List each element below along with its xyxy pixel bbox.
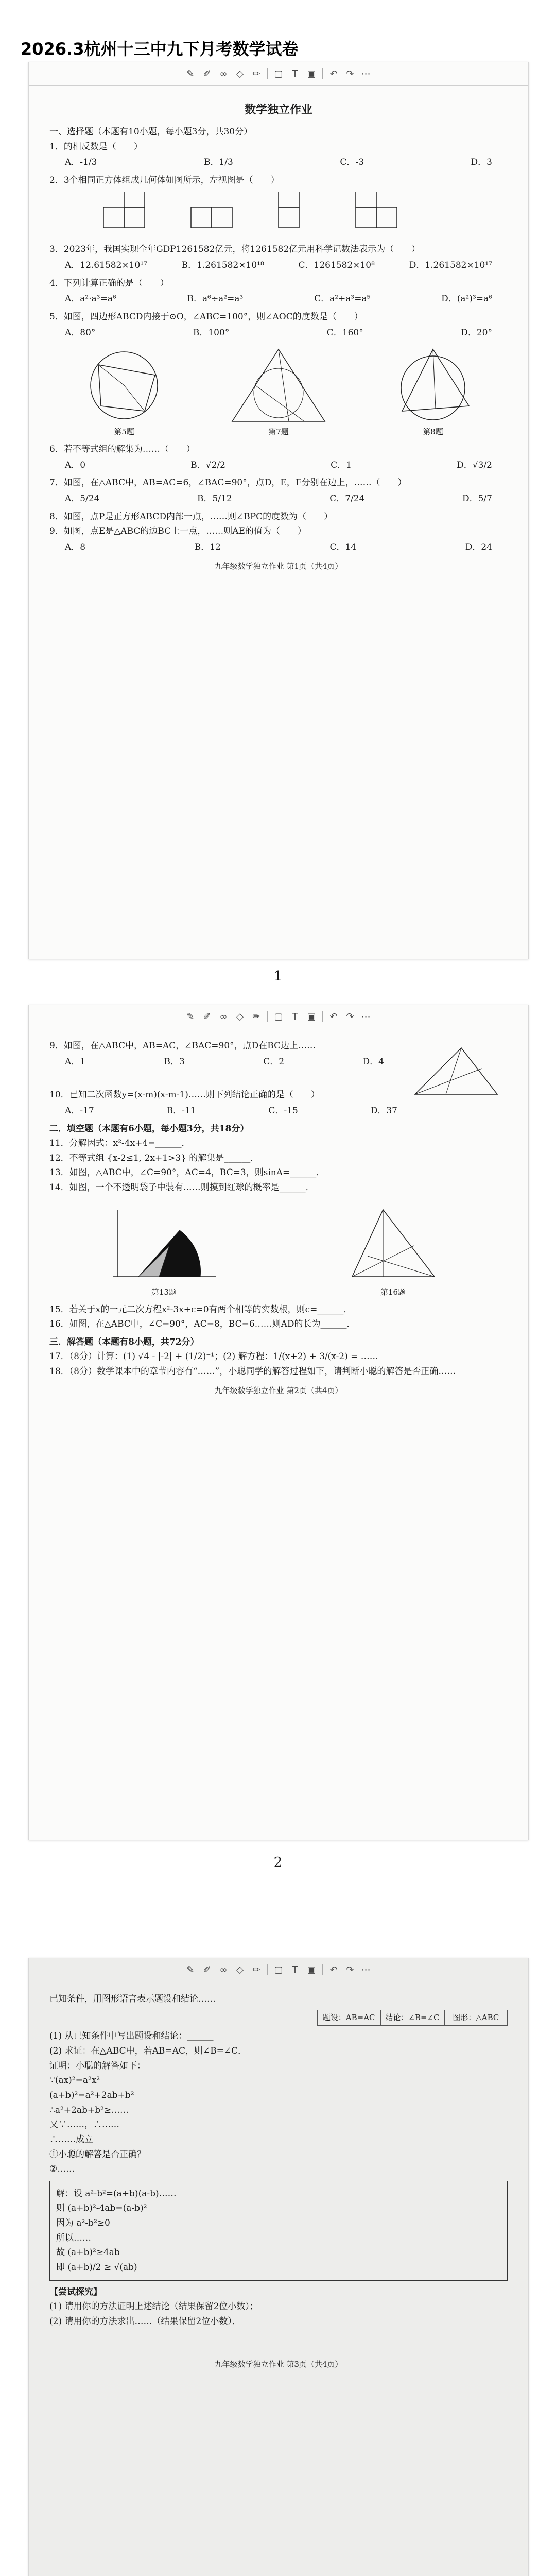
question-line: (2) 请用你的方法求出……（结果保留2位小数）． (49, 2316, 241, 2327)
cube-views-figure (98, 192, 459, 238)
figures-row (49, 1199, 508, 1298)
table-cell: 题设：AB=AC (317, 2010, 380, 2026)
options-row (65, 541, 492, 554)
shape-icon[interactable]: ▢ (274, 1964, 283, 1975)
proof-line: ∴……成立 (49, 2134, 93, 2145)
highlighter-icon[interactable]: ✐ (203, 1011, 211, 1022)
page-3 (28, 1958, 529, 2576)
question-line: 9．如图，在△ABC中，AB=AC，∠BAC=90°，点D在BC边上…… (49, 1041, 316, 1051)
option: B．100° (193, 327, 230, 338)
figure-caption: 第8题 (423, 427, 443, 437)
solution-step: 故 (a+b)²≥4ab (56, 2247, 120, 2258)
q2-figures (49, 192, 508, 238)
section-heading: 三．解答题（本题有8小题，共72分） (49, 1336, 199, 1347)
option: A．8 (65, 541, 86, 552)
question-line: 证明：小聪的解答如下： (49, 2060, 146, 2071)
text-icon[interactable]: T (292, 1964, 298, 1975)
figure-caption: 第13题 (151, 1287, 177, 1297)
eraser-icon[interactable]: ◇ (236, 1964, 244, 1975)
question-line: 17．（8分）计算：(1) √4 - |-2| + (1/2)⁻¹；(2) 解方程：1/(x+2) + 3/(x-2) = …… (49, 1351, 378, 1362)
right-triangle-figure (337, 1199, 450, 1287)
table-cell: 结论：∠B=∠C (380, 2010, 444, 2026)
figure-q16 (337, 1199, 450, 1298)
options-row (65, 293, 492, 306)
options-row (65, 459, 492, 472)
solution-step: 因为 a²-b²≥0 (56, 2218, 110, 2229)
image-icon[interactable]: ▣ (307, 1011, 316, 1022)
intro-text: 已知条件，用图形语言表示题设和结论…… (49, 1994, 216, 2004)
solution-box (49, 2181, 508, 2281)
option: A．5/24 (65, 493, 100, 504)
figure-caption: 第5题 (114, 427, 134, 437)
page-footer: 九年级数学独立作业 第1页（共4页） (214, 561, 343, 571)
solution-step: 则 (a+b)²-4ab=(a-b)² (56, 2203, 147, 2214)
option: A．-17 (65, 1105, 94, 1116)
options-row (65, 1105, 397, 1117)
proof-line: ②…… (49, 2164, 75, 2175)
option: D．3 (471, 157, 492, 168)
options-row (65, 259, 492, 272)
annotation-toolbar (29, 62, 528, 86)
question-line: 15．若关于x的一元二次方程x²-3x+c=0有两个相等的实数根，则c=______． (49, 1304, 353, 1315)
option: D．5/7 (462, 493, 492, 504)
text-icon[interactable]: T (292, 68, 298, 79)
question-line: 18．（8分）数学课本中的章节内容有“……”，小聪同学的解答过程如下，请判断小聪的解答是否正确…… (49, 1366, 456, 1377)
option: C．160° (326, 327, 363, 338)
shape-icon[interactable]: ▢ (274, 1011, 283, 1022)
eraser-icon[interactable]: ◇ (236, 68, 244, 79)
page-footer: 九年级数学独立作业 第3页（共4页） (214, 2359, 343, 2369)
question-line: 12．不等式组 {x-2≤1, 2x+1>3} 的解集是______． (49, 1153, 259, 1163)
image-icon[interactable]: ▣ (307, 68, 316, 79)
pen-icon[interactable]: ✎ (186, 68, 195, 79)
redo-icon[interactable]: ↷ (346, 68, 354, 79)
option: B．1.261582×10¹⁸ (181, 260, 264, 271)
page-number: 1 (273, 969, 283, 984)
annotation-toolbar (29, 1005, 528, 1028)
proof-line: (a+b)²=a²+2ab+b² (49, 2090, 134, 2100)
highlighter-icon[interactable]: ✐ (203, 68, 211, 79)
option: B．-11 (166, 1105, 196, 1116)
undo-icon[interactable]: ↶ (329, 68, 338, 79)
circle-triangle-figure (387, 344, 479, 427)
question-line: (1) 从已知条件中写出题设和结论：______ (49, 2031, 214, 2042)
shape-icon[interactable]: ▢ (274, 68, 283, 79)
page-1 (28, 62, 529, 959)
options-row (65, 327, 492, 340)
section-heading: 【尝试探究】 (49, 2286, 102, 2297)
question-line: 9．如图，点E是△ABC的边BC上一点，……则AE的值为（ ） (49, 526, 306, 537)
option: A．a²·a³=a⁶ (65, 294, 116, 304)
option: D．1.261582×10¹⁷ (409, 260, 492, 271)
proof-line: 又∵……，∴…… (49, 2120, 119, 2130)
proof-line: ∵(ax)²=a²x² (49, 2075, 100, 2086)
section-heading: 二．填空题（本题有6小题，每小题3分，共18分） (49, 1123, 249, 1134)
option: C．a²+a³=a⁵ (314, 294, 371, 304)
option: D．(a²)³=a⁶ (441, 294, 492, 304)
triangle-figure (405, 1038, 508, 1115)
figure-caption: 第7题 (268, 427, 289, 437)
redo-icon[interactable]: ↷ (346, 1964, 354, 1975)
solution-step: 解：设 a²-b²=(a+b)(a-b)…… (56, 2188, 177, 2199)
option: C．7/24 (329, 493, 365, 504)
link-icon[interactable]: ∞ (219, 1011, 228, 1022)
question-line: 16．如图，在△ABC中，∠C=90°，AC=8，BC=6……则AD的长为______． (49, 1319, 356, 1330)
pencil-icon[interactable]: ✏ (252, 1964, 260, 1975)
pen-icon[interactable]: ✎ (186, 1011, 195, 1022)
table-cell: 图形：△ABC (444, 2010, 508, 2026)
more-icon[interactable]: ⋯ (361, 1011, 372, 1022)
option: B．5/12 (197, 493, 232, 504)
option: C．1 (331, 460, 352, 470)
question-line: 7．如图，在△ABC中，AB=AC=6，∠BAC=90°，点D，E，F分别在边上，……（ ） (49, 478, 407, 488)
options-row (65, 1056, 384, 1069)
pencil-icon[interactable]: ✏ (252, 68, 260, 79)
image-icon[interactable]: ▣ (307, 1964, 316, 1975)
question-line: 3．2023年，我国实现全年GDP1261582亿元，将1261582亿元用科学记数法表示为（ ） (49, 244, 421, 255)
option: B．3 (164, 1056, 185, 1067)
question-line: (2) 求证：在△ABC中，若AB=AC，则∠B=∠C． (49, 2046, 247, 2057)
link-icon[interactable]: ∞ (219, 1964, 228, 1975)
question-line: 4．下列计算正确的是（ ） (49, 278, 169, 289)
option: A．80° (65, 327, 96, 338)
question-line: 5．如图，四边形ABCD内接于⊙O，∠ABC=100°，则∠AOC的度数是（ ） (49, 312, 363, 323)
figures-row (49, 344, 508, 438)
option: A．1 (65, 1056, 86, 1067)
option: C．14 (329, 541, 357, 552)
page-number: 2 (273, 1855, 283, 1870)
option: D．20° (461, 327, 492, 338)
annotation-toolbar (29, 1958, 528, 1981)
proof-line: ①小聪的解答是否正确？ (49, 2149, 146, 2160)
question-line: 6．若不等式组的解集为……（ ） (49, 444, 195, 455)
option: B．12 (194, 541, 221, 552)
question-line: 11．分解因式：x²-4x+4=______． (49, 1138, 190, 1149)
question-line: 8．如图，点P是正方形ABCD内部一点，……则∠BPC的度数为（ ） (49, 511, 333, 522)
condition-table (317, 2010, 508, 2026)
solution-step: 所以…… (56, 2232, 91, 2243)
figure-q8 (387, 344, 479, 438)
text-icon[interactable]: T (292, 1011, 298, 1022)
highlighter-icon[interactable]: ✐ (203, 1964, 211, 1975)
proof-line: ∴a²+2ab+b²≥…… (49, 2105, 129, 2115)
option: A．-1/3 (65, 157, 97, 168)
page-title: 数学独立作业 (244, 103, 312, 116)
option: B．1/3 (203, 157, 233, 168)
document-title: 2026.3杭州十三中九下月考数学试卷 (21, 39, 299, 59)
option: A．12.61582×10¹⁷ (65, 260, 147, 271)
figure-q5 (78, 344, 170, 438)
option: B．a⁶÷a²=a³ (187, 294, 244, 304)
option: D．37 (370, 1105, 397, 1116)
figure-q7 (227, 344, 330, 438)
pen-icon[interactable]: ✎ (186, 1964, 195, 1975)
figure-caption: 第16题 (380, 1287, 406, 1297)
link-icon[interactable]: ∞ (219, 68, 228, 79)
redo-icon[interactable]: ↷ (346, 1011, 354, 1022)
option: D．24 (465, 541, 492, 552)
eraser-icon[interactable]: ◇ (236, 1011, 244, 1022)
undo-icon[interactable]: ↶ (329, 1964, 338, 1975)
more-icon[interactable]: ⋯ (361, 68, 372, 79)
option: D．√3/2 (457, 460, 492, 470)
question-line: 13．如图，△ABC中，∠C=90°，AC=4，BC=3，则sinA=______． (49, 1167, 325, 1178)
options-row (65, 156, 492, 169)
more-icon[interactable]: ⋯ (361, 1964, 372, 1975)
option: B．√2/2 (190, 460, 225, 470)
page-2 (28, 1005, 529, 1840)
option: C．1261582×10⁸ (298, 260, 375, 271)
option: C．2 (263, 1056, 285, 1067)
option: C．-15 (268, 1105, 298, 1116)
figure-q9 (405, 1038, 508, 1115)
options-row (65, 493, 492, 505)
page-footer: 九年级数学独立作业 第2页（共4页） (214, 1385, 343, 1395)
question-line: 1．的相反数是（ ） (49, 141, 143, 152)
question-line: 14．如图，一个不透明袋子中装有……则摸到红球的概率是______． (49, 1182, 315, 1193)
figure-q13 (108, 1199, 221, 1298)
question-line: 一、选择题（本题有10小题，每小题3分，共30分） (49, 126, 253, 137)
circle-quadrilateral-figure (78, 344, 170, 427)
shaded-sector-figure (108, 1199, 221, 1287)
triangle-figure (227, 344, 330, 427)
pencil-icon[interactable]: ✏ (252, 1011, 260, 1022)
undo-icon[interactable]: ↶ (329, 1011, 338, 1022)
option: A．0 (65, 460, 86, 470)
option: C．-3 (340, 157, 364, 168)
question-line: 2．3个相同正方体组成几何体如图所示，左视图是（ ） (49, 175, 280, 185)
option: D．4 (362, 1056, 384, 1067)
question-line: (1) 请用你的方法证明上述结论（结果保留2位小数）； (49, 2301, 258, 2312)
solution-step: 即 (a+b)/2 ≥ √(ab) (56, 2262, 137, 2273)
question-line: 10．已知二次函数y=(x-m)(x-m-1)……则下列结论正确的是（ ） (49, 1090, 320, 1100)
